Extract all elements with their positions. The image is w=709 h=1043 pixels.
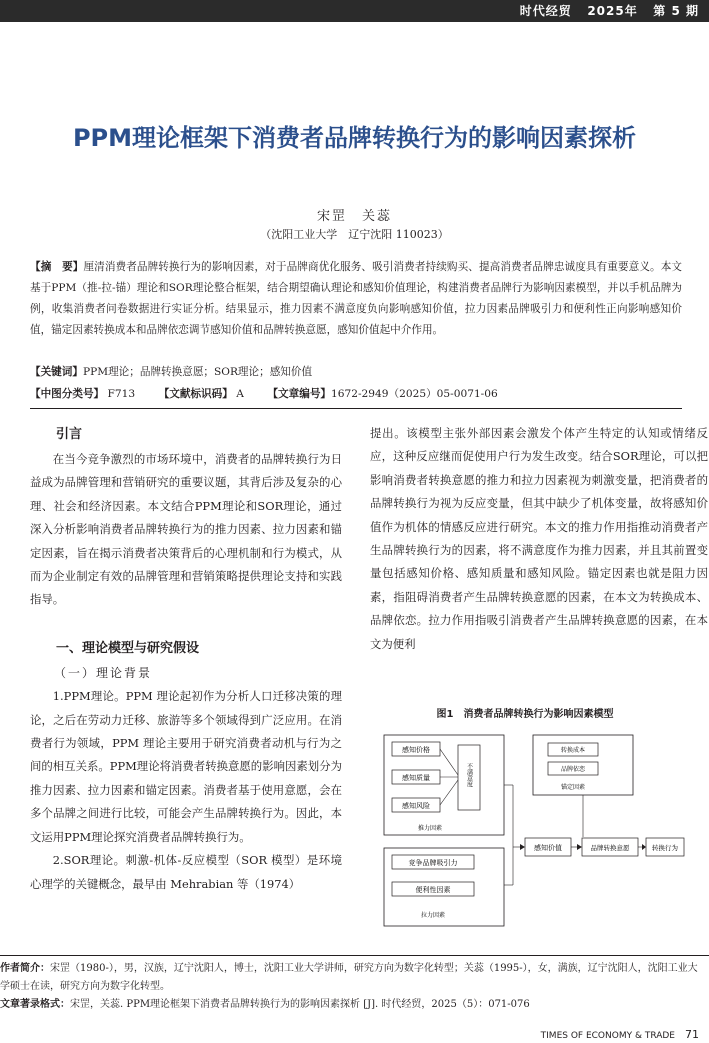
journal-header: [520, 2, 699, 19]
citation: [0, 996, 700, 1014]
article-no-label: 【文章编号】: [267, 388, 332, 400]
paper-affiliation: （沈阳工业大学 辽宁沈阳 110023）: [260, 228, 449, 241]
right-paragraph: 提出。该模型主张外部因素会激发个体产生特定的认知或情绪反应，这种反应继而促使用户行为发生改变。结合SOR理论，可以把影响消费者转换意愿的推力和拉力因素视为刺激变量，把消费者的品牌转换行为视为反应变量，但其中缺少了机体变量，故将感知价值作为机体的情感反应进行研究。本文的推力作用指推动消费者产生品牌转换行为的因素，将不满意度作为推力因素，并且其前置变量包括感知价格、感知质量和感知风险。锚定因素也就是阻力因素，指阻碍消费者产生品牌转换意愿的因素，在本文为转换成本、品牌依恋。拉力作用指吸引消费者产生品牌转换意愿的因素，在本文为便利: [370, 426, 708, 651]
sor-paragraph: 2.SOR理论。刺激-机体-反应模型（SOR 模型）是环境心理学的关键概念，最早由 Mehrabian 等（1974）: [30, 853, 342, 891]
article-no-value: 1672-2949（2025）05-0071-06: [331, 388, 498, 400]
author-bio: [0, 960, 700, 996]
subsection-heading: （一）理论背景: [54, 665, 153, 680]
perceived-value-label: 感知价值: [534, 844, 562, 852]
divider: [30, 408, 682, 409]
clc-label: 【中图分类号】: [30, 388, 105, 400]
paper-title: PPM理论框架下消费者品牌转换行为的影响因素探析: [72, 124, 637, 152]
footnote-divider: [0, 955, 709, 956]
behavior-label: 转换行为: [652, 844, 678, 852]
abstract-label: 【摘 要】: [30, 261, 84, 273]
intro-heading: 引言: [56, 427, 83, 442]
dissatisfaction-label: 不满意度: [465, 763, 473, 787]
abstract: [30, 257, 682, 341]
abstract-text: 厘清消费者品牌转换行为的影响因素，对于品牌商优化服务、吸引消费者持续购买、提高消费者品牌忠诚度具有重要意义。本文基于PPM（推-拉-锚）理论和SOR理论整合框架，结合期望确认理论和感知价值理论，构建消费者品牌行为影响因素模型，并以手机品牌为例，收集消费者问卷数据进行实证分析。结果显示，推力因素不满意度负向影响感知价值，拉力因素品牌吸引力和便利性正向影响感知价值，锚定因素转换成本和品牌依恋调节感知价值和品牌转换意愿，感知价值起中介作用。: [30, 261, 682, 336]
paper-authors: 宋罡 关蕊: [316, 209, 392, 224]
anchor-group-label: 锚定因素: [560, 784, 586, 791]
keywords-text: PPM理论；品牌转换意愿；SOR理论；感知价值: [82, 366, 313, 378]
pull-group-label: 拉力因素: [420, 912, 446, 919]
anchor-item-2: 品牌依恋: [560, 766, 586, 773]
push-group-label: 推力因素: [417, 825, 443, 832]
journal-year: 2025年: [587, 4, 638, 18]
author-bio-label: 作者简介：: [0, 963, 50, 974]
figure-caption: 图1 消费者品牌转换行为影响因素模型: [436, 709, 614, 720]
author-bio-text: 宋罡（1980-），男，汉族，辽宁沈阳人，博士，沈阳工业大学讲师，研究方向为数字化转型；关蕊（1995-），女，满族，辽宁沈阳人，沈阳工业大学硕士在读，研究方向为数字化转型。: [0, 963, 698, 992]
keywords-label: 【关键词】: [30, 366, 83, 378]
model-diagram: [370, 730, 685, 930]
right-column: [370, 422, 708, 656]
footnotes: [0, 960, 700, 1014]
page-number: 71: [685, 1028, 699, 1041]
push-item-1: 感知价格: [402, 746, 430, 754]
journal-name: 时代经贸: [519, 4, 572, 18]
intro-paragraph: 在当今竞争激烈的市场环境中，消费者的品牌转换行为日益成为品牌管理和营销研究的重要议题，其背后涉及复杂的心理、社会和经济因素。本文结合PPM理论和SOR理论，通过深入分析影响消费者品牌转换行为的推力因素、拉力因素和锚定因素，旨在揭示消费者决策背后的心理机制和行为模式，从而为企业制定有效的品牌管理和营销策略提供理论支持和实践指导。: [30, 452, 342, 607]
section-heading: 一、理论模型与研究假设: [56, 640, 200, 656]
page-footer: [541, 1028, 699, 1041]
intention-label: 品牌转换意愿: [590, 844, 630, 852]
doc-code-label: 【文献标识码】: [158, 388, 233, 400]
pull-item-2: 便利性因素: [415, 886, 451, 894]
push-item-2: 感知质量: [402, 774, 430, 782]
pull-item-1: 竞争品牌吸引力: [408, 859, 458, 867]
keywords: [30, 362, 682, 382]
citation-label: 文章著录格式：: [0, 999, 70, 1010]
ppm-paragraph: 1.PPM理论。PPM 理论起初作为分析人口迁移决策的理论，之后在劳动力迁移、旅游等多个领域得到广泛应用。在消费者行为领域，PPM 理论主要用于研究消费者动机与行为之间的相互关系。PPM理论将消费者转换意愿的影响因素划分为推力因素、拉力因素和锚定因素。消费者基于使用意愿，会在多个品牌之间进行比较，可能会产生品牌转换行为。因此，本文运用PPM理论探究消费者品牌转换行为。: [30, 689, 342, 844]
journal-issue: 第 5 期: [653, 4, 699, 18]
clc-value: F713: [107, 388, 136, 400]
citation-text: 宋罡，关蕊. PPM理论框架下消费者品牌转换行为的影响因素探析 [J]. 时代经贸，2025（5）：071-076: [70, 999, 530, 1010]
classification-line: [30, 384, 682, 404]
push-item-3: 感知风险: [402, 802, 430, 810]
journal-english-name: TIMES OF ECONOMY & TRADE: [540, 1031, 675, 1041]
doc-code-value: A: [236, 388, 244, 400]
left-column: [30, 422, 342, 896]
anchor-item-1: 转换成本: [560, 747, 586, 754]
